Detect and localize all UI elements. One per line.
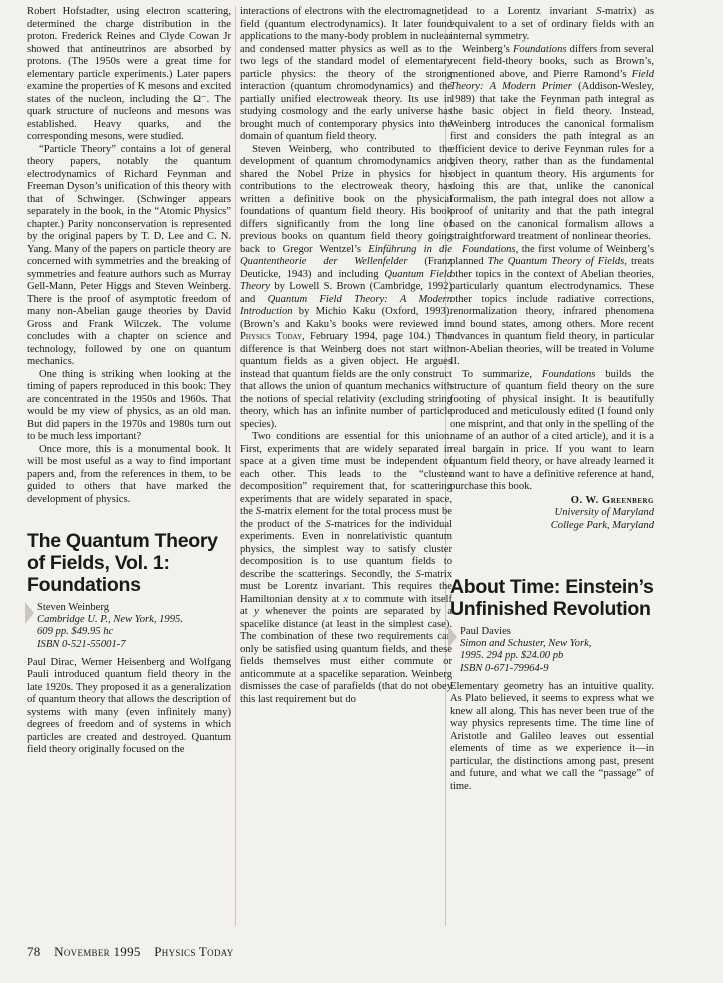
book-title-quantum-theory: The Quantum Theory of Fields	[487, 256, 625, 267]
book-title-kaku: Quantum Field Theory: A Modern Introduction	[240, 293, 452, 317]
math-symbol: S	[596, 6, 602, 17]
column-2	[240, 6, 452, 706]
book-citation-weinberg	[27, 602, 231, 651]
text-run: , the first volume of Weinberg’s planned	[450, 243, 654, 267]
col3-paragraph-4	[450, 369, 654, 494]
book-title-foundations: Foundations	[512, 43, 567, 55]
text-run: lead to a Lorentz invariant	[450, 6, 597, 17]
text-run: Steven Weinberg, who contributed to the development of quantum chromodynamics and shared the Nobel Prize in physics for his contributions to the electroweak theory, has written a definitive book on the physical foundations of quantum field theory. His book differs significantly from the long line of previous books on quantum field theory going back to Gregor Wentzel’s	[240, 143, 452, 255]
col1-paragraph-4: Once more, this is a monumental book. It will be most useful as a way to find important papers and, from the references in them, to be guided to others that have marked the development of physics.	[27, 443, 231, 505]
book-title-foundations: Foundations	[462, 243, 516, 255]
text-run: -matrix element for the total process must be the product of the	[240, 506, 452, 530]
book-isbn: ISBN 0-521-55001-7	[37, 638, 126, 650]
text-run: differs from several recent field-theory books, such as Brown’s, mentioned above, and Pierre Ramond’s	[450, 43, 654, 80]
math-symbol: S	[415, 568, 421, 580]
text-run: by Lowell S. Brown (Cambridge, 1992) and	[240, 281, 452, 305]
col1-paragraph-1: Robert Hofstadter, using electron scattering, determined the charge distribution in the proton. Frederick Reines and Clyde Cowan Jr showed that antineutrinos are absorbed by protons. (The 1950s were a great time for elementary particle experiments.) Later papers examine the properties of K mesons and excited states of the nucleon, including the Ω⁻. The quark structure of nucleons and mesons was established. Heavy quarks, and the corresponding mesons, were studied.	[27, 6, 231, 142]
book-publisher: Cambridge U. P., New York, 1995.	[37, 614, 183, 626]
col2-paragraph-2	[240, 144, 452, 432]
review-title-about-time: About Time: Einstein’s Unfinished Revolution	[450, 576, 654, 620]
text-run: by Michio Kaku (Oxford, 1993). (Brown’s and Kaku’s books were reviewed in	[240, 306, 452, 330]
math-symbol: S	[255, 506, 262, 517]
page-number: 78	[27, 944, 41, 959]
col3-paragraph-3	[450, 244, 654, 369]
book-title-foundations: Foundations	[541, 368, 596, 380]
reviewer-signature: O. W. Greenberg	[570, 494, 654, 506]
col3-paragraph-5: Elementary geometry has an intuitive quality. As Plato believed, it seems to express what we knew all along. This has never been true of the way physics represents time. The time line of Aristotle and Galileo leaves out essential elements of time as we experience it—in particular, the distinctions among past, present and future, and what we call the “passage” of time.	[450, 680, 654, 792]
col1-paragraph-3: One thing is striking when looking at the timing of papers reproduced in this book: They are concentrated in the 1950s and 1960s. That would be my view of physics, as an old man. But did papers in the 1970s and 1980s turn out to be much less important?	[27, 368, 231, 442]
text-run: -matrices for the individual experiments. Even in nonrelativistic quantum physics, the simplest way to satisfy cluster decomposition is to use quantum fields to describe the scatterings. Secondly, the	[240, 518, 452, 580]
text-run: (Addison-Wesley, 1989) that take the Feynman path integral as the basic object in field theory. Instead, Weinberg introduces the canonical formalism first and considers the path integral as an efficient device to derive Feynman rules for a given theory, rather than as the fundamental object in quantum theory. His arguments for doing this are that, unlike the canonical formalism, the path integral does not allow a proof of unitarity and that the path integral based on the canonical formalism allows a straightforward treatment of nonlinear theories.	[450, 81, 654, 242]
book-title-wentzel: Einführung in die Quantentheorie der Wellenfelder	[240, 243, 452, 267]
column-1	[27, 6, 231, 757]
reviewer-affiliation-2: College Park, Maryland	[550, 519, 654, 531]
citation-arrow-icon	[25, 602, 34, 624]
book-author: Paul Davies	[460, 626, 511, 637]
text-run: Weinberg’s	[462, 43, 513, 55]
book-title-ramond: Field Theory: A Modern Primer	[450, 68, 654, 92]
book-isbn: ISBN 0-671-79964-9	[460, 662, 549, 674]
issue-date: November 1995	[54, 944, 141, 959]
book-title-brown: Quantum Field Theory	[240, 268, 453, 292]
math-symbol: y	[254, 606, 259, 617]
text-run: (Franz Deuticke, 1943) and including	[240, 256, 453, 280]
text-run: Two conditions are essential for this union. First, experiments that are widely separated in space at a given time must be independent of each other. This leads to the “cluster decomposition” requirement that, for scattering experiments that are widely separated in space, the	[240, 431, 452, 517]
magazine-name: Physics Today	[240, 331, 303, 342]
page-footer	[27, 944, 244, 960]
reviewer-affiliation-1: University of Maryland	[554, 507, 654, 518]
math-symbol: x	[343, 593, 349, 605]
text-run: , February 1994, page 104.) The difference is that Weinberg does not start with quantum fields as a given object. He argues instead that quantum fields are the only construct that allows the union of quantum mechanics with the notions of special relativity (excluding string theory, which has an infinite number of particle species).	[240, 331, 453, 430]
col1-paragraph-5: Paul Dirac, Werner Heisenberg and Wolfgang Pauli introduced quantum field theory in the late 1920s. They proposed it as a generalization of quantum theory that allows the description of systems with many (even infinitely many) degrees of freedom and of systems in which particles are created and destroyed. Quantum field theory originally focused on the	[27, 656, 231, 756]
text-run: builds the structure of quantum field theory on the sure footing of physical insight. It is beautifully produced and meticulously edited (I found only one misprint, and that only in the spelling of the name of an author of a cited article), and it is a real bargain in price. If you want to learn quantum field theory, or have already learned it and want to have a definitive reference at hand, purchase this book.	[450, 368, 654, 492]
citation-arrow-icon	[448, 626, 457, 648]
magazine-title: Physics Today	[154, 944, 234, 959]
text-run: to commute with itself at	[240, 593, 452, 617]
book-author: Steven Weinberg	[37, 602, 110, 613]
text-run: whenever the points are separated by a spacelike distance (at least in the simplest case). The combination of these two requirements can only be satisfied using quantum fields, and these fields themselves must either commute or anticommute at a spacelike separation. Weinberg dismisses the case of parafields (that do not obey this last requirement but do	[240, 606, 453, 705]
col1-paragraph-2: “Particle Theory” contains a lot of general theory papers, notably the quantum electrodynamics of Richard Feynman and Freeman Dyson’s unification of this theory with that of Schwinger. (Schwinger appears separately in the book, in the “Atomic Physics” chapter.) Parity nonconservation is represented by the original papers by T. D. Lee and C. N. Yang. Many of the papers on particle theory are concerned with symmetries and the breaking of symmetries and feature authors such as Murray Gell-Mann, Peter Higgs and Steven Weinberg. There is the proof of asymptotic freedom of many non-Abelian gauge theories by David Gross and Frank Wilczek. The volume concludes with a chapter on science and technology, followed by one on quantum mechanics.	[27, 143, 231, 367]
book-pages-price: 1995. 294 pp. $24.00 pb	[460, 650, 564, 662]
book-pages-price: 609 pp. $49.95 hc	[37, 626, 114, 638]
col2-paragraph-1: interactions of electrons with the electromagnetic field (quantum electrodynamics). It later found applications to the many-body problem in nuclear and condensed matter physics as well as to the two legs of the standard model of elementary particle physics: the theory of the strong interaction (quantum chromodynamics) and the partially unified electroweak theory. Its use in studying cosmology and the early universe has brought much of contemporary physics into the domain of quantum field theory.	[240, 6, 452, 142]
text-run: -matrix) as equivalent to a set of ordinary fields with an internal symmetry.	[450, 6, 654, 42]
text-run: To summarize,	[462, 368, 542, 380]
text-run: , treats other topics in the context of Abelian theories, particularly quantum electrodynamics. These other topics include radiative corrections, renormalization theory, infrared phenomena and bound states, among others. More recent advances in quantum field theory, in particular non-Abelian theories, will be treated in Volume II.	[450, 256, 654, 367]
book-citation-davies	[450, 626, 654, 675]
book-publisher: Simon and Schuster, New York,	[460, 638, 592, 650]
review-title-quantum-theory: The Quantum Theory of Fields, Vol. 1: Foundations	[27, 530, 218, 596]
text-run: -matrix must be Lorentz invariant. This requires the Hamiltonian density at	[240, 568, 452, 605]
col3-paragraph-1	[450, 6, 654, 44]
col2-paragraph-3	[240, 431, 452, 706]
col3-paragraph-2	[450, 44, 654, 244]
column-rule-1	[235, 6, 236, 926]
math-symbol: S	[325, 518, 331, 530]
column-3	[450, 6, 654, 793]
